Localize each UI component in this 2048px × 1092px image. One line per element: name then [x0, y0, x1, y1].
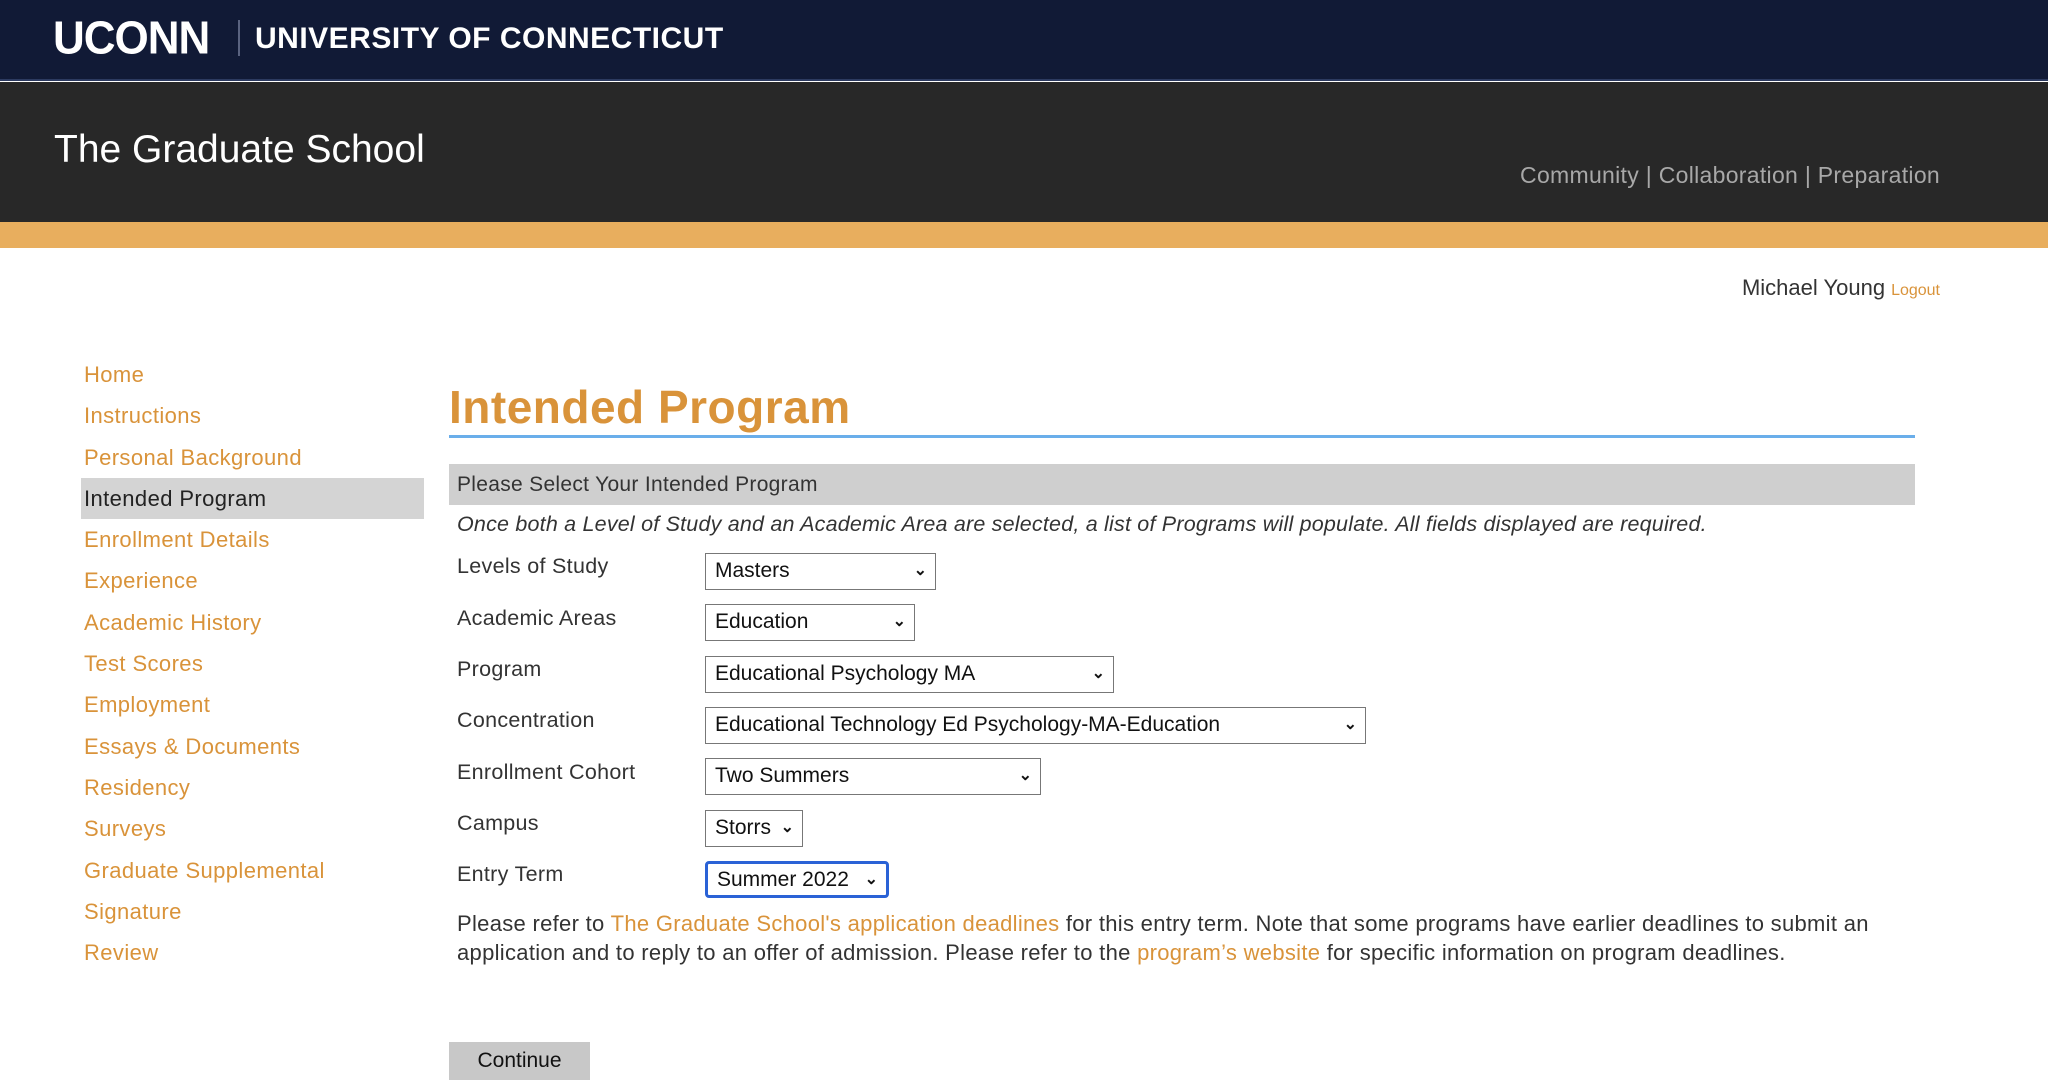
- levels-of-study-select[interactable]: [705, 553, 936, 590]
- entry-term-label: Entry Term: [457, 862, 564, 886]
- concentration-select[interactable]: [705, 707, 1366, 744]
- accent-stripe: [0, 222, 2048, 248]
- sidebar-item-academic-history[interactable]: Academic History: [84, 609, 262, 635]
- sidebar-item-personal-background[interactable]: Personal Background: [84, 444, 302, 470]
- deadline-info: [457, 910, 1917, 967]
- deadline-text: Please refer to: [457, 911, 611, 936]
- sidebar-item-home[interactable]: Home: [84, 362, 145, 387]
- chevron-down-icon: ⌄: [913, 562, 927, 579]
- sidebar-item-instructions[interactable]: Instructions: [84, 403, 202, 429]
- continue-button[interactable]: Continue: [449, 1042, 590, 1080]
- chevron-down-icon: ⌄: [864, 871, 878, 888]
- program-website-link[interactable]: program’s website: [1137, 939, 1321, 965]
- chevron-down-icon: ⌄: [780, 819, 794, 836]
- concentration-label: Concentration: [457, 708, 595, 732]
- sidebar-item-enrollment-details[interactable]: Enrollment Details: [84, 527, 270, 553]
- selected-value: Storrs: [715, 816, 772, 839]
- sidebar-item-experience[interactable]: Experience: [84, 568, 199, 594]
- application-deadlines-link[interactable]: The Graduate School's application deadlines: [610, 911, 1060, 936]
- logout-link[interactable]: Logout: [1891, 282, 1940, 299]
- logo-divider: [238, 20, 240, 56]
- instructions-note: Once both a Level of Study and an Academic Area are selected, a list of Programs will populate. All fields displayed are required.: [457, 512, 1707, 536]
- academic-areas-select[interactable]: [705, 604, 915, 641]
- program-select[interactable]: [705, 656, 1114, 693]
- university-name[interactable]: UNIVERSITY OF CONNECTICUT: [255, 22, 724, 55]
- sidebar-item-surveys[interactable]: Surveys: [84, 816, 167, 842]
- enrollment-cohort-label: Enrollment Cohort: [457, 760, 636, 784]
- enrollment-cohort-select[interactable]: [705, 758, 1041, 795]
- sidebar-item-employment[interactable]: Employment: [84, 692, 211, 718]
- user-name: Michael Young: [1741, 275, 1886, 300]
- levels-of-study-label: Levels of Study: [457, 554, 609, 578]
- uconn-logo[interactable]: UCONN: [53, 12, 210, 65]
- deadline-text: for this entry term. Note that some programs have earlier deadlines to submit an application and to reply to an offer of admission. Please refer to the: [457, 911, 1869, 965]
- sidebar-item-graduate-supplemental[interactable]: Graduate Supplemental: [84, 857, 325, 883]
- selected-value: Summer 2022: [717, 868, 849, 891]
- selected-value: Two Summers: [715, 764, 850, 787]
- sidebar-item-test-scores[interactable]: Test Scores: [84, 651, 204, 677]
- selected-value: Educational Technology Ed Psychology-MA-Education: [715, 713, 1221, 736]
- user-info: [1742, 275, 1940, 301]
- page-title: Intended Program: [449, 381, 851, 433]
- sidebar-item-essays-documents[interactable]: Essays & Documents: [84, 733, 301, 759]
- chevron-down-icon: ⌄: [1018, 767, 1032, 784]
- selected-value: Masters: [715, 559, 790, 582]
- sidebar-nav: [81, 354, 424, 973]
- title-divider: [449, 435, 1915, 438]
- sidebar-item-intended-program[interactable]: Intended Program: [81, 478, 424, 519]
- academic-areas-label: Academic Areas: [457, 606, 617, 630]
- sidebar-item-residency[interactable]: Residency: [84, 774, 191, 800]
- program-label: Program: [457, 657, 542, 681]
- campus-label: Campus: [457, 811, 539, 835]
- selected-value: Education: [715, 610, 809, 633]
- campus-select[interactable]: [705, 810, 803, 847]
- chevron-down-icon: ⌄: [1091, 665, 1105, 682]
- tagline: Community | Collaboration | Preparation: [1520, 162, 1940, 188]
- deadline-text: for specific information on program deadlines.: [1320, 939, 1786, 965]
- chevron-down-icon: ⌄: [1343, 716, 1357, 733]
- school-title[interactable]: The Graduate School: [54, 128, 425, 171]
- chevron-down-icon: ⌄: [892, 613, 906, 630]
- selected-value: Educational Psychology MA: [715, 662, 976, 685]
- sidebar-item-signature[interactable]: Signature: [84, 898, 182, 924]
- section-header: Please Select Your Intended Program: [449, 464, 1915, 505]
- sidebar-item-review[interactable]: Review: [84, 940, 159, 966]
- entry-term-select[interactable]: [705, 861, 889, 898]
